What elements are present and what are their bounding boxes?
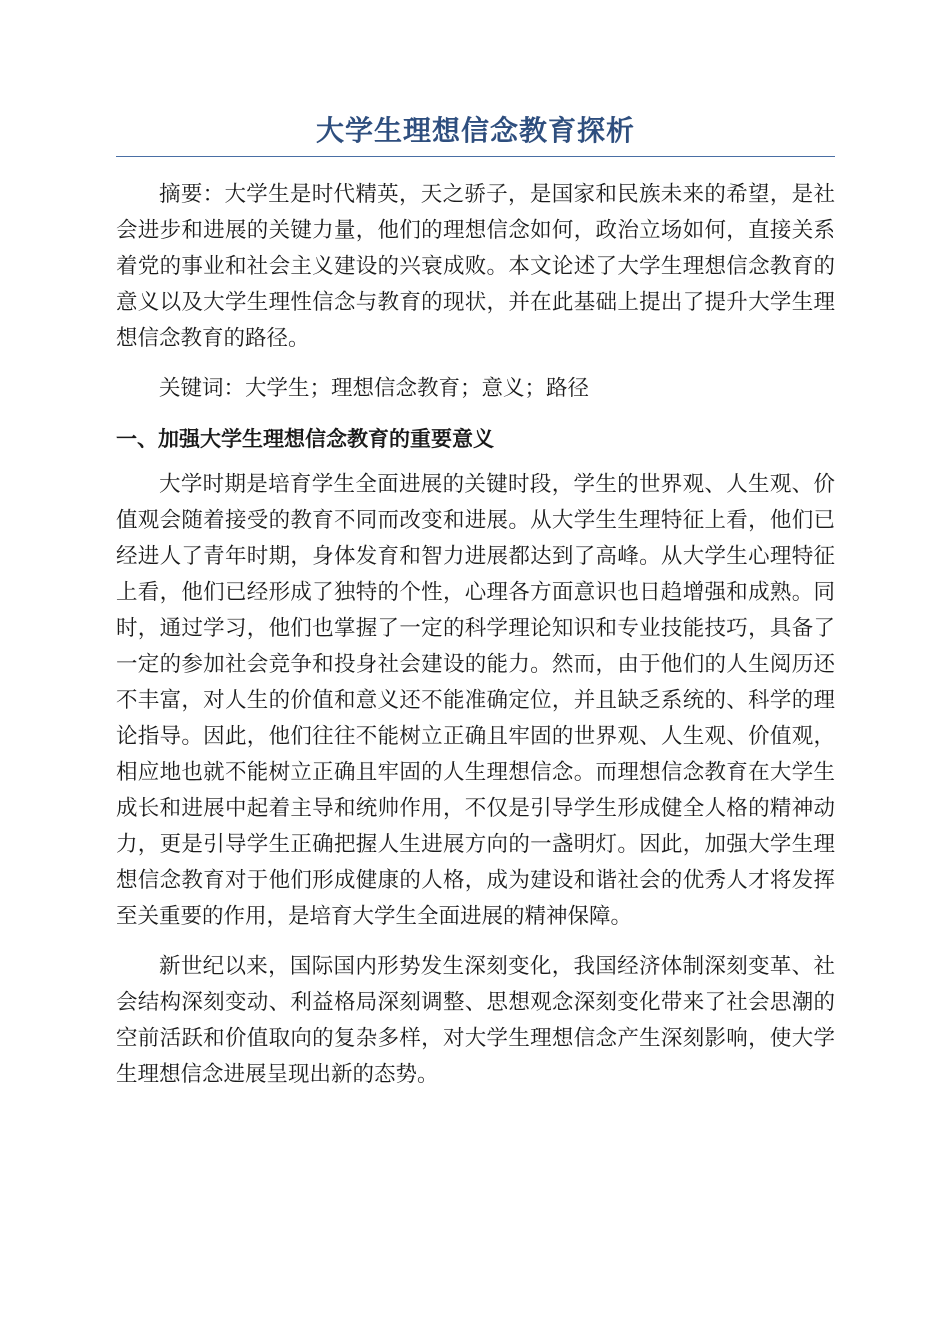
body-paragraph: 大学时期是培育学生全面进展的关键时段，学生的世界观、人生观、价值观会随着接受的教育不同而改变和进展。从大学生生理特征上看，他们已经进人了青年时期，身体发育和智力进展都达到了高峰。从大学生心理特征上看，他们已经形成了独特的个性，心理各方面意识也日趋增强和成熟。同时，通过学习，他们也掌握了一定的科学理论知识和专业技能技巧，具备了一定的参加社会竞争和投身社会建设的能力。然而，由于他们的人生阅历还不丰富，对人生的价值和意义还不能准确定位，并且缺乏系统的、科学的理论指导。因此，他们往往不能树立正确且牢固的世界观、人生观、价值观，相应地也就不能树立正确且牢固的人生理想信念。而理想信念教育在大学生成长和进展中起着主导和统帅作用，不仅是引导学生形成健全人格的精神动力，更是引导学生正确把握人生进展方向的一盏明灯。因此，加强大学生理想信念教育对于他们形成健康的人格，成为建设和谐社会的优秀人才将发挥至关重要的作用，是培育大学生全面进展的精神保障。	[116, 472, 835, 929]
document-page	[116, 110, 835, 1093]
body-paragraph: 新世纪以来，国际国内形势发生深刻变化，我国经济体制深刻变革、社会结构深刻变动、利益格局深刻调整、思想观念深刻变化带来了社会思潮的空前活跃和价值取向的复杂多样，对大学生理想信念产生深刻影响，使大学生理想信念进展呈现出新的态势。	[116, 954, 835, 1087]
document-title: 大学生理想信念教育探析	[116, 110, 835, 157]
keywords-line: 关键词：大学生；理想信念教育；意义；路径	[159, 376, 590, 401]
section-heading: 一、加强大学生理想信念教育的重要意义	[116, 427, 494, 451]
abstract-paragraph: 摘要：大学生是时代精英，天之骄子，是国家和民族未来的希望，是社会进步和进展的关键力量，他们的理想信念如何，政治立场如何，直接关系着党的事业和社会主义建设的兴衰成败。本文论述了大学生理想信念教育的意义以及大学生理性信念与教育的现状，并在此基础上提出了提升大学生理想信念教育的路径。	[116, 182, 835, 351]
